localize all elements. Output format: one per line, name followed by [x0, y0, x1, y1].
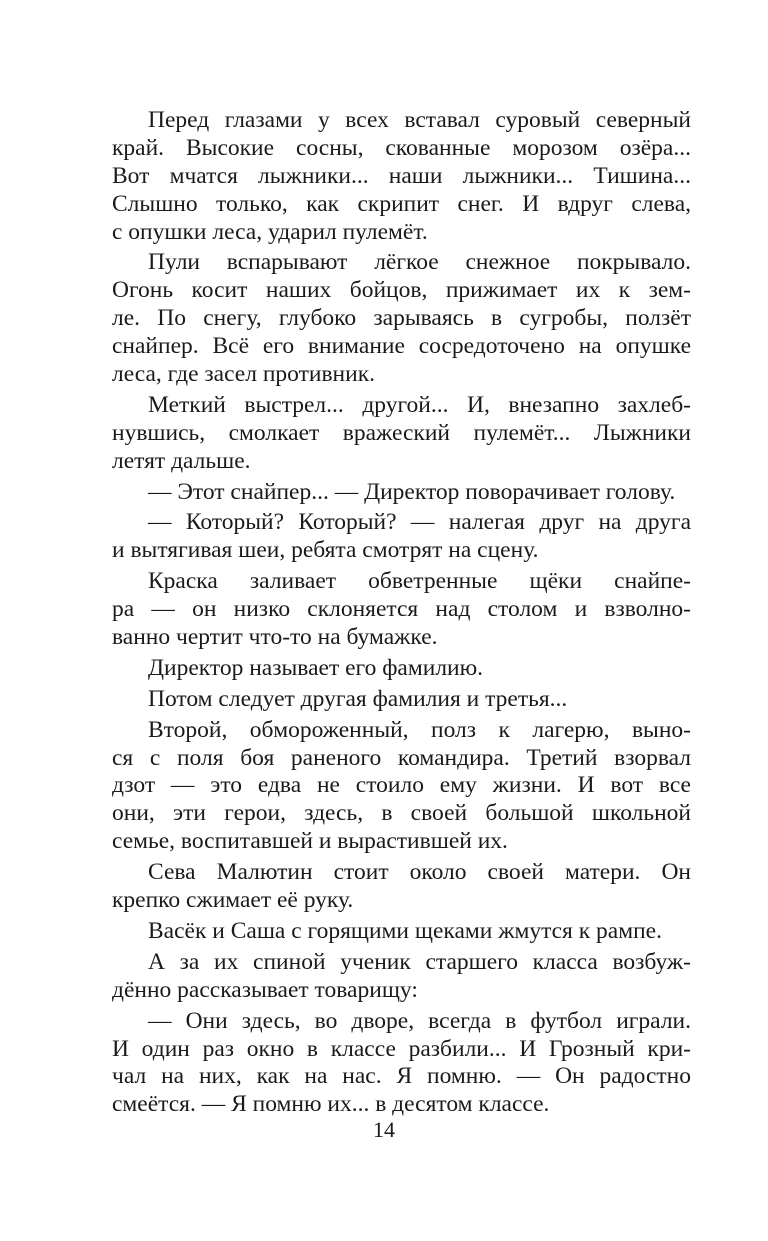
- text-line: Меткий выстрел... другой... И, внезапно захлеб-: [148, 391, 691, 418]
- body-text: [112, 107, 691, 1122]
- text-line: И один раз окно в классе разбили... И Грозный кри-: [112, 1035, 691, 1062]
- text-line: край. Высокие сосны, скованные морозом озёра...: [112, 134, 691, 161]
- text-line: нувшись, смолкает вражеский пулемёт... Лыжники: [112, 419, 691, 446]
- text-line: чал на них, как на нас. Я помню. — Он радостно: [112, 1063, 691, 1090]
- text-line: ле. По снегу, глубоко зарываясь в сугробы, ползёт: [112, 305, 691, 332]
- text-line: ванно чертит что-то на бумажке.: [112, 624, 438, 651]
- page-number: 14: [373, 1117, 395, 1142]
- text-line: Васёк и Саша с горящими щеками жмутся к рампе.: [148, 917, 662, 944]
- text-line: с опушки леса, ударил пулемёт.: [112, 218, 428, 245]
- text-line: А за их спиной ученик старшего класса возбуж-: [148, 948, 691, 975]
- text-line: — Который? Который? — налегая друг на друга: [148, 509, 691, 536]
- text-line: Пули вспарывают лёгкое снежное покрывало.: [148, 249, 691, 276]
- text-line: Потом следует другая фамилия и третья...: [148, 685, 568, 712]
- text-line: дзот — это едва не стоило ему жизни. И вот все: [112, 772, 691, 799]
- text-line: Огонь косит наших бойцов, прижимает их к зем-: [112, 277, 691, 304]
- text-line: Вот мчатся лыжники... наши лыжники... Тишина...: [112, 162, 691, 189]
- text-line: Краска заливает обветренные щёки снайпе-: [148, 568, 691, 595]
- text-line: летят дальше.: [112, 447, 251, 474]
- text-line: Директор называет его фамилию.: [148, 654, 484, 681]
- text-line: — Они здесь, во дворе, всегда в футбол играли.: [148, 1007, 691, 1034]
- text-line: ся с поля боя раненого командира. Третий взорвал: [112, 744, 691, 771]
- text-line: дённо рассказывает товарищу:: [112, 976, 418, 1003]
- text-line: снайпер. Всё его внимание сосредоточено на опушке: [112, 333, 691, 360]
- text-line: семье, воспитавшей и вырастившей их.: [112, 828, 508, 855]
- text-line: — Этот снайпер... — Директор поворачивает голову.: [148, 478, 676, 505]
- text-line: и вытягивая шеи, ребята смотрят на сцену.: [112, 537, 539, 564]
- text-line: Перед глазами у всех вставал суровый северный: [148, 107, 691, 133]
- text-line: Второй, обмороженный, полз к лагерю, выно-: [148, 716, 691, 743]
- text-line: Слышно только, как скрипит снег. И вдруг слева,: [112, 190, 691, 217]
- text-line: Сева Малютин стоит около своей матери. Он: [148, 859, 691, 886]
- text-line: крепко сжимает её руку.: [112, 887, 354, 914]
- text-line: ра — он низко склоняется над столом и взволно-: [112, 596, 691, 623]
- text-line: леса, где засел противник.: [112, 361, 375, 388]
- text-line: смеётся. — Я помню их... в десятом классе.: [112, 1091, 550, 1118]
- text-line: они, эти герои, здесь, в своей большой школьной: [112, 800, 691, 827]
